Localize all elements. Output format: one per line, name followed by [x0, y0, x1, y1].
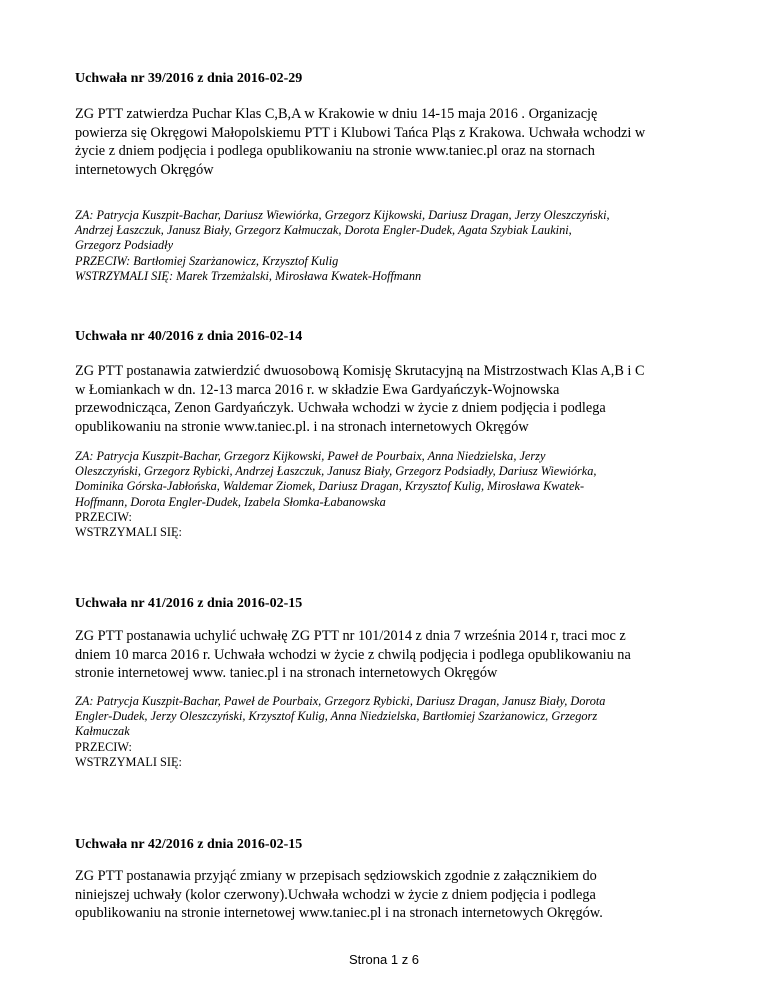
resolution-40-abstain: WSTRZYMALI SIĘ: [75, 525, 182, 540]
resolution-41-vote-list: ZA: Patrycja Kuszpit-Bachar, Paweł de Pourbaix, Grzegorz Rybicki, Dariusz Dragan, Janusz Biały, Dorota Engler-Dudek, Jerzy Oleszczyński, Krzysztof Kulig, Anna Niedzielska, Bartłomiej Szarżanowicz, Grzegorz Kałmuczak [75, 694, 606, 739]
resolution-41-body: ZG PTT postanawia uchylić uchwałę ZG PTT nr 101/2014 z dnia 7 września 2014 r, traci moc z dniem 10 marca 2016 r. Uchwała wchodzi w życie z chwilą podjęcia i podlega opublikowaniu na stronie internetowej www. taniec.pl i na stronach internetowych Okręgów [75, 628, 631, 682]
resolution-39-heading: Uchwała nr 39/2016 z dnia 2016-02-29 [75, 71, 303, 86]
resolution-39-votes [75, 208, 695, 284]
resolution-40-vote-list: ZA: Patrycja Kuszpit-Bachar, Grzegorz Kijkowski, Paweł de Pourbaix, Anna Niedzielska, Jerzy Oleszczyński, Grzegorz Rybicki, Andrzej Łaszczuk, Janusz Biały, Grzegorz Podsiadły, Dariusz Wiewiórka, Dominika Górska-Jabłońska, Waldemar Ziomek, Dariusz Dragan, Krzysztof Kulig, Mirosława Kwatek- Hoffmann, Dorota Engler-Dudek, Izabela Słomka-Łabanowska [75, 449, 597, 509]
resolution-40-against: PRZECIW: [75, 509, 132, 524]
resolution-40-votes [75, 449, 695, 540]
resolution-41-against: PRZECIW: [75, 739, 132, 754]
resolution-41-votes [75, 694, 695, 770]
resolution-40-body: ZG PTT postanawia zatwierdzić dwuosobową Komisję Skrutacyjną na Mistrzostwach Klas A,B i C w Łomiankach w dn. 12-13 marca 2016 r. w składzie Ewa Gardyańczyk-Wojnowska przewodnicząca, Zenon Gardyańczyk. Uchwała wchodzi w życie z dniem podjęcia i podlega opublikowaniu na stronie www.taniec.pl. i na stronach internetowych Okręgów [75, 363, 645, 435]
page-number-footer: Strona 1 z 6 [348, 952, 420, 967]
resolution-41-abstain: WSTRZYMALI SIĘ: [75, 754, 182, 769]
resolution-41-heading: Uchwała nr 41/2016 z dnia 2016-02-15 [75, 596, 303, 611]
resolution-42-heading: Uchwała nr 42/2016 z dnia 2016-02-15 [75, 837, 303, 852]
resolution-39-body: ZG PTT zatwierdza Puchar Klas C,B,A w Krakowie w dniu 14-15 maja 2016 . Organizację powierza się Okręgowi Małopolskiemu PTT i Klubowi Tańca Pląs z Krakowa. Uchwała wchodzi w życie z dniem podjęcia i podlega opublikowaniu na stronie www.taniec.pl oraz na stornach internetowych Okręgów [75, 106, 646, 178]
resolution-40-heading: Uchwała nr 40/2016 z dnia 2016-02-14 [75, 329, 303, 344]
resolution-42-body: ZG PTT postanawia przyjąć zmiany w przepisach sędziowskich zgodnie z załącznikiem do niniejszej uchwały (kolor czerwony).Uchwała wchodzi w życie z dniem podjęcia i podlega opublikowaniu na stronie internetowej www.taniec.pl i na stronach internetowych Okręgów. [75, 868, 603, 922]
resolution-39-vote-list: ZA: Patrycja Kuszpit-Bachar, Dariusz Wiewiórka, Grzegorz Kijkowski, Dariusz Dragan, Jerzy Oleszczyński, Andrzej Łaszczuk, Janusz Biały, Grzegorz Kałmuczak, Dorota Engler-Dudek, Agata Szybiak Laukini, Grzegorz Podsiadły PRZECIW: Bartłomiej Szarżanowicz, Krzysztof Kulig WSTRZYMALI SIĘ: Marek Trzemżalski, Mirosława Kwatek-Hoffmann [75, 208, 610, 283]
